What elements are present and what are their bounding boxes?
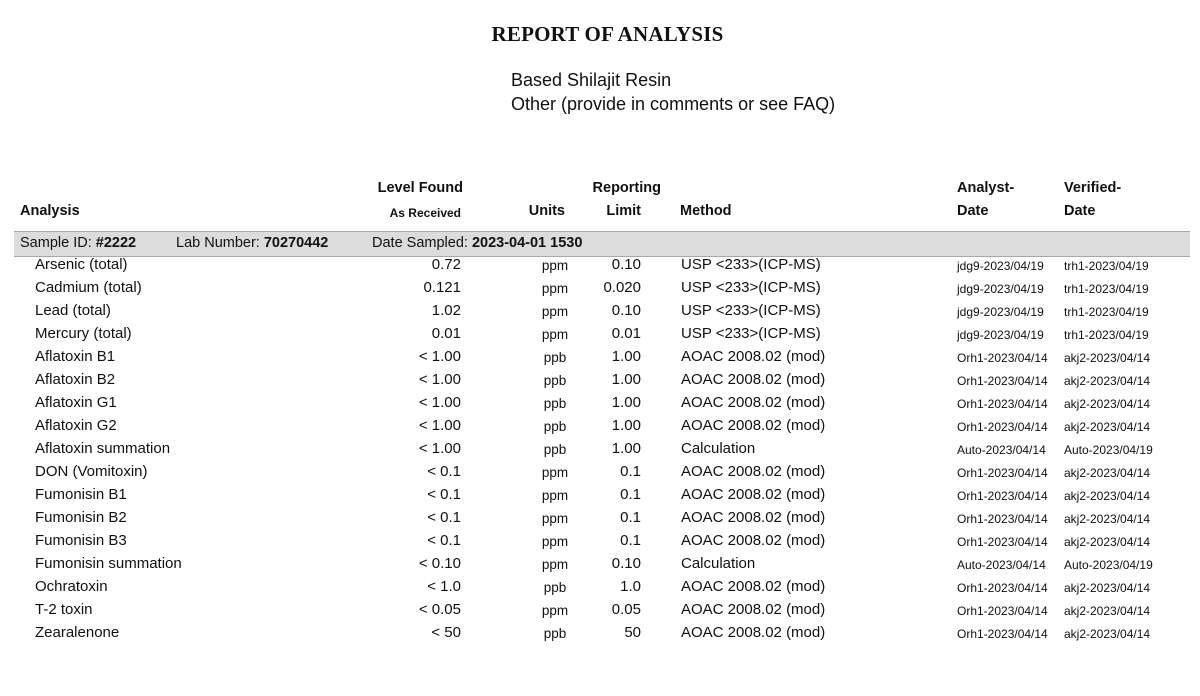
analysis-name: Mercury (total) [35, 325, 132, 342]
level-found: < 1.0 [427, 578, 461, 595]
analysis-name: Cadmium (total) [35, 279, 142, 296]
analyst-date: Orh1-2023/04/14 [957, 581, 1048, 595]
header-method: Method [680, 203, 732, 219]
verified-date: akj2-2023/04/14 [1064, 581, 1151, 595]
table-row [0, 393, 1200, 416]
reporting-limit: 0.1 [620, 486, 641, 503]
method: Calculation [681, 555, 756, 572]
table-row [0, 439, 1200, 462]
date-sampled-value: 2023-04-01 1530 [471, 235, 583, 251]
table-row [0, 485, 1200, 508]
header-verified-date: Date [1064, 203, 1096, 219]
verified-date: akj2-2023/04/14 [1064, 604, 1151, 618]
results-table [0, 255, 1200, 646]
units: ppm [541, 281, 569, 296]
analysis-name: T-2 toxin [35, 601, 93, 618]
date-sampled [372, 235, 582, 251]
sample-id-label: Sample ID: [20, 235, 92, 251]
method: AOAC 2008.02 (mod) [681, 578, 826, 595]
units: ppm [541, 603, 569, 618]
header-verified: Verified- [1064, 180, 1122, 196]
reporting-limit: 0.1 [620, 532, 641, 549]
analyst-date: Orh1-2023/04/14 [957, 466, 1048, 480]
table-row [0, 347, 1200, 370]
table-row [0, 278, 1200, 301]
analyst-date: Orh1-2023/04/14 [957, 420, 1048, 434]
header-level-found: Level Found [377, 180, 463, 196]
units: ppb [543, 580, 567, 595]
analysis-name: Fumonisin B2 [35, 509, 127, 526]
table-row [0, 416, 1200, 439]
verified-date: Auto-2023/04/19 [1064, 558, 1153, 572]
level-found: < 1.00 [418, 371, 461, 388]
method: AOAC 2008.02 (mod) [681, 417, 826, 434]
verified-date: akj2-2023/04/14 [1064, 512, 1151, 526]
method: AOAC 2008.02 (mod) [681, 463, 826, 480]
analyst-date: jdg9-2023/04/19 [957, 259, 1044, 273]
level-found: 0.121 [423, 279, 461, 296]
analyst-date: Auto-2023/04/14 [957, 558, 1046, 572]
level-found: < 0.1 [427, 509, 461, 526]
method: AOAC 2008.02 (mod) [681, 532, 826, 549]
reporting-limit: 0.05 [611, 601, 641, 618]
lab-number-label: Lab Number: [176, 235, 260, 251]
analysis-name: Aflatoxin summation [35, 440, 171, 457]
level-found: < 0.10 [418, 555, 461, 572]
analyst-date: Orh1-2023/04/14 [957, 535, 1048, 549]
reporting-limit: 0.020 [603, 279, 641, 296]
table-row [0, 324, 1200, 347]
table-row [0, 531, 1200, 554]
level-found: < 1.00 [418, 440, 461, 457]
verified-date: trh1-2023/04/19 [1064, 305, 1149, 319]
units: ppm [541, 534, 569, 549]
units: ppb [543, 396, 567, 411]
verified-date: akj2-2023/04/14 [1064, 627, 1151, 641]
units: ppm [541, 488, 569, 503]
sample-id-value: #2222 [95, 235, 137, 251]
units: ppm [541, 258, 569, 273]
verified-date: trh1-2023/04/19 [1064, 259, 1149, 273]
verified-date: akj2-2023/04/14 [1064, 397, 1151, 411]
table-row [0, 508, 1200, 531]
units: ppm [541, 327, 569, 342]
analyst-date: jdg9-2023/04/19 [957, 305, 1044, 319]
reporting-limit: 0.1 [620, 463, 641, 480]
level-found: 0.72 [431, 256, 461, 273]
level-found: < 0.1 [427, 463, 461, 480]
method: USP <233>(ICP-MS) [681, 279, 821, 296]
header-analysis: Analysis [20, 203, 80, 219]
analysis-name: Lead (total) [35, 302, 111, 319]
verified-date: akj2-2023/04/14 [1064, 535, 1151, 549]
level-found: < 1.00 [418, 348, 461, 365]
analyst-date: Orh1-2023/04/14 [957, 397, 1048, 411]
level-found: 0.01 [431, 325, 461, 342]
table-row [0, 255, 1200, 278]
units: ppb [543, 419, 567, 434]
sample-info-band [14, 231, 1190, 257]
method: AOAC 2008.02 (mod) [681, 601, 826, 618]
verified-date: trh1-2023/04/19 [1064, 328, 1149, 342]
method: AOAC 2008.02 (mod) [681, 624, 826, 641]
table-row [0, 370, 1200, 393]
analyst-date: Orh1-2023/04/14 [957, 374, 1048, 388]
level-found: 1.02 [431, 302, 461, 319]
analysis-name: Zearalenone [35, 624, 120, 641]
reporting-limit: 0.10 [611, 256, 641, 273]
method: Calculation [681, 440, 756, 457]
verified-date: Auto-2023/04/19 [1064, 443, 1153, 457]
reporting-limit: 1.00 [611, 417, 641, 434]
reporting-limit: 1.00 [611, 394, 641, 411]
verified-date: akj2-2023/04/14 [1064, 489, 1151, 503]
verified-date: trh1-2023/04/19 [1064, 282, 1149, 296]
verified-date: akj2-2023/04/14 [1064, 466, 1151, 480]
sample-id [20, 235, 136, 251]
table-row [0, 301, 1200, 324]
product-name: Based Shilajit Resin [511, 70, 672, 90]
lab-number-value: 70270442 [263, 235, 329, 251]
analyst-date: Auto-2023/04/14 [957, 443, 1046, 457]
analyst-date: Orh1-2023/04/14 [957, 627, 1048, 641]
units: ppb [543, 442, 567, 457]
header-limit: Limit [606, 203, 641, 219]
reporting-limit: 0.10 [611, 302, 641, 319]
analysis-name: DON (Vomitoxin) [35, 463, 148, 480]
header-analyst-date: Date [957, 203, 989, 219]
reporting-limit: 1.00 [611, 440, 641, 457]
reporting-limit: 1.0 [620, 578, 641, 595]
method: AOAC 2008.02 (mod) [681, 371, 826, 388]
units: ppb [543, 350, 567, 365]
method: USP <233>(ICP-MS) [681, 256, 821, 273]
units: ppm [541, 304, 569, 319]
analysis-name: Fumonisin summation [35, 555, 182, 572]
date-sampled-label: Date Sampled: [372, 235, 468, 251]
verified-date: akj2-2023/04/14 [1064, 351, 1151, 365]
analyst-date: Orh1-2023/04/14 [957, 489, 1048, 503]
analysis-name: Fumonisin B1 [35, 486, 127, 503]
analysis-name: Arsenic (total) [35, 256, 128, 273]
reporting-limit: 50 [624, 624, 641, 641]
analyst-date: Orh1-2023/04/14 [957, 512, 1048, 526]
lab-number [176, 235, 328, 251]
analysis-name: Aflatoxin B2 [35, 371, 116, 388]
header-as-received: As Received [389, 206, 461, 220]
analyst-date: jdg9-2023/04/19 [957, 328, 1044, 342]
reporting-limit: 1.00 [611, 348, 641, 365]
verified-date: akj2-2023/04/14 [1064, 374, 1151, 388]
analyst-date: jdg9-2023/04/19 [957, 282, 1044, 296]
reporting-limit: 0.10 [611, 555, 641, 572]
level-found: < 0.05 [418, 601, 461, 618]
table-row [0, 623, 1200, 646]
analysis-name: Aflatoxin B1 [35, 348, 116, 365]
header-analyst: Analyst- [957, 180, 1015, 196]
table-row [0, 600, 1200, 623]
table-row [0, 577, 1200, 600]
units: ppm [541, 511, 569, 526]
product-category: Other (provide in comments or see FAQ) [511, 94, 836, 114]
analysis-name: Fumonisin B3 [35, 532, 127, 549]
level-found: < 1.00 [418, 394, 461, 411]
level-found: < 0.1 [427, 486, 461, 503]
reporting-limit: 0.01 [611, 325, 641, 342]
analyst-date: Orh1-2023/04/14 [957, 604, 1048, 618]
reporting-limit: 0.1 [620, 509, 641, 526]
table-row [0, 462, 1200, 485]
method: AOAC 2008.02 (mod) [681, 509, 826, 526]
level-found: < 1.00 [418, 417, 461, 434]
method: AOAC 2008.02 (mod) [681, 348, 826, 365]
method: AOAC 2008.02 (mod) [681, 394, 826, 411]
reporting-limit: 1.00 [611, 371, 641, 388]
method: USP <233>(ICP-MS) [681, 302, 821, 319]
analysis-name: Ochratoxin [35, 578, 108, 595]
verified-date: akj2-2023/04/14 [1064, 420, 1151, 434]
analysis-name: Aflatoxin G2 [35, 417, 117, 434]
units: ppm [541, 557, 569, 572]
units: ppm [541, 465, 569, 480]
level-found: < 50 [431, 624, 461, 641]
level-found: < 0.1 [427, 532, 461, 549]
units: ppb [543, 626, 567, 641]
table-row [0, 554, 1200, 577]
header-units: Units [528, 203, 565, 219]
analysis-name: Aflatoxin G1 [35, 394, 117, 411]
method: AOAC 2008.02 (mod) [681, 486, 826, 503]
analyst-date: Orh1-2023/04/14 [957, 351, 1048, 365]
units: ppb [543, 373, 567, 388]
header-reporting: Reporting [592, 180, 661, 196]
report-title: REPORT OF ANALYSIS [491, 22, 724, 46]
method: USP <233>(ICP-MS) [681, 325, 821, 342]
